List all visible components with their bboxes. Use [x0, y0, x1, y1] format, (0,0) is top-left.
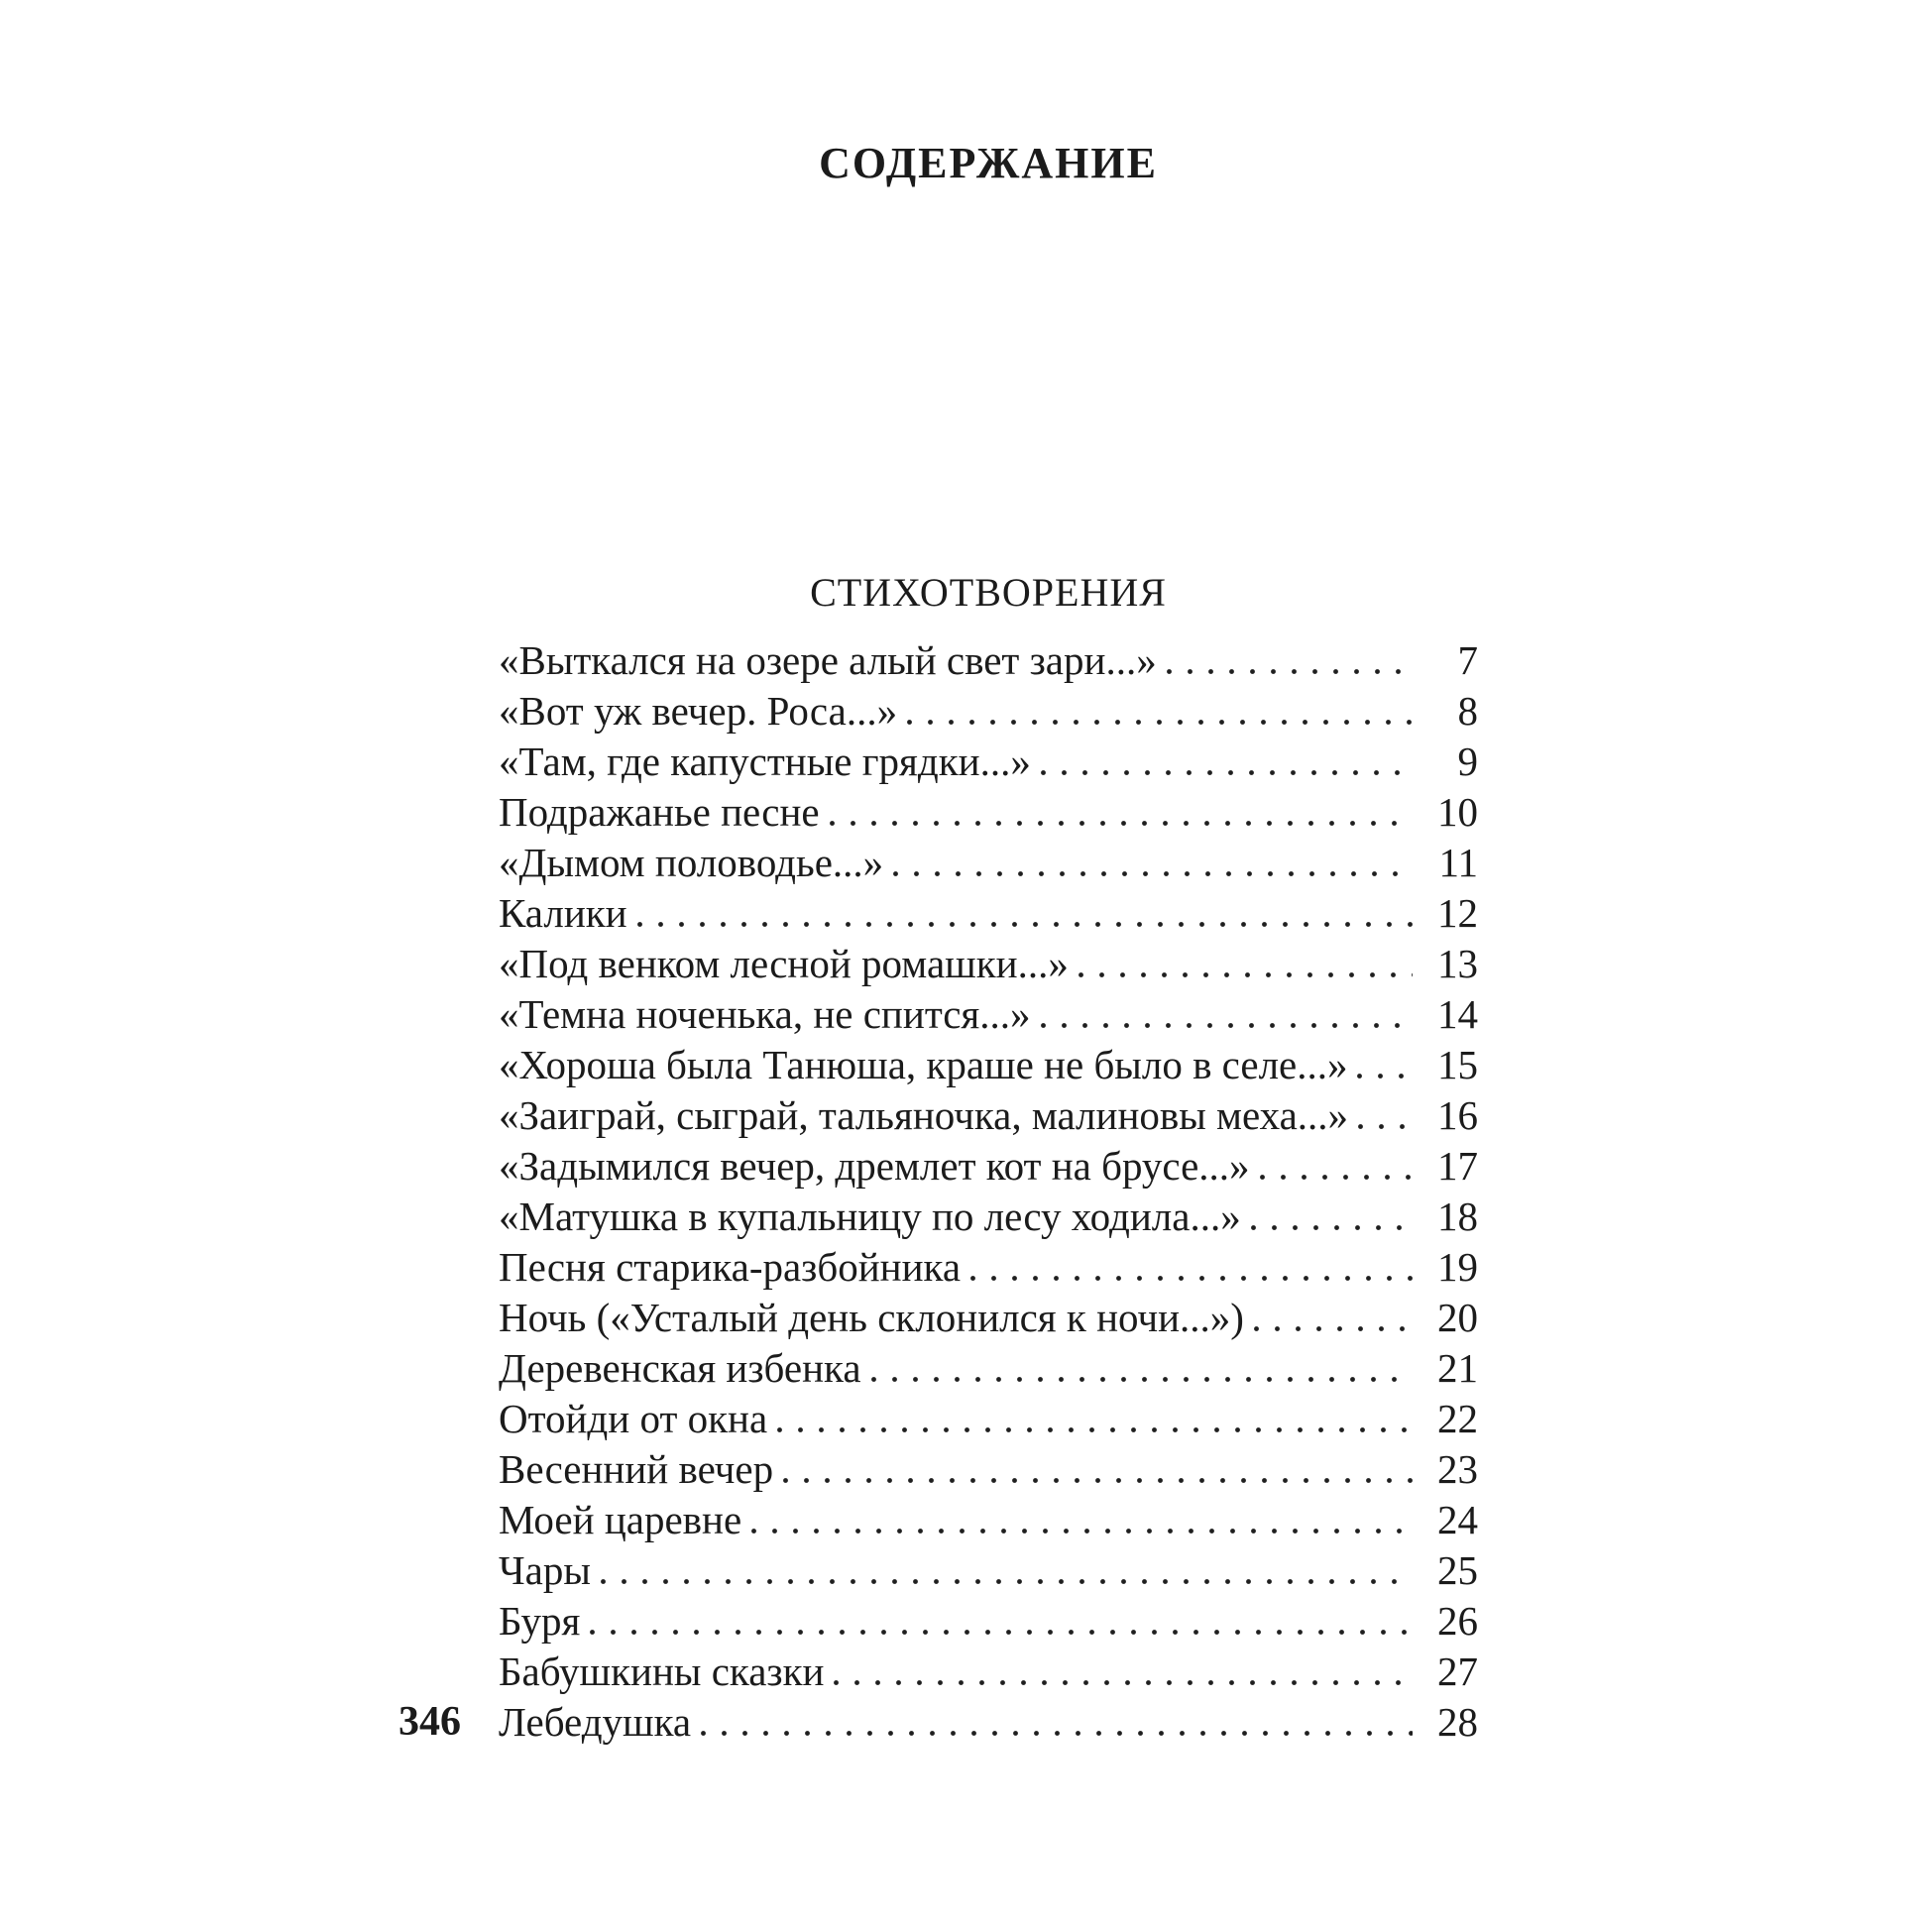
dot-leader: [1358, 1124, 1413, 1129]
toc-entry-page: 9: [1457, 739, 1478, 784]
toc-entry-title: Подражанье песне: [499, 789, 820, 835]
toc-entry: [499, 686, 1478, 737]
toc-entry-page: 13: [1437, 941, 1478, 986]
toc-entry-page: 20: [1437, 1295, 1478, 1340]
toc-entry: [499, 1697, 1478, 1748]
toc-entry-page: 28: [1437, 1699, 1478, 1745]
dot-leader: [1079, 972, 1413, 977]
toc-entry-page: 24: [1437, 1497, 1478, 1542]
dot-leader: [871, 1377, 1413, 1382]
section-heading: СТИХОТВОРЕНИЯ: [810, 570, 1167, 615]
toc-entry: [499, 1343, 1478, 1394]
dot-leader: [701, 1731, 1413, 1736]
toc-entry-title: «Вот уж вечер. Роса...»: [499, 688, 898, 734]
toc-entry: [499, 787, 1478, 838]
toc-entry-page: 23: [1437, 1446, 1478, 1492]
toc-entry: [499, 1242, 1478, 1293]
toc-entry-title: Песня старика-разбойника: [499, 1244, 962, 1290]
dot-leader: [1041, 770, 1413, 775]
dot-leader: [1041, 1023, 1413, 1028]
toc-entry-title: «Выткался на озере алый свет зари...»: [499, 637, 1157, 683]
dot-leader: [1251, 1225, 1413, 1230]
toc-entry-title: «Там, где капустные грядки...»: [499, 739, 1031, 784]
toc-list: [499, 635, 1478, 1748]
toc-entry-page: 14: [1437, 991, 1478, 1037]
dot-leader: [830, 821, 1413, 826]
toc-entry: [499, 1495, 1478, 1545]
dot-leader: [601, 1579, 1413, 1584]
toc-entry: [499, 1647, 1478, 1697]
toc-entry-page: 8: [1457, 688, 1478, 734]
toc-entry-page: 7: [1457, 637, 1478, 683]
toc-entry: [499, 737, 1478, 787]
toc-entry-title: Моей царевне: [499, 1497, 742, 1542]
dot-leader: [1254, 1326, 1413, 1331]
toc-entry-page: 19: [1437, 1244, 1478, 1290]
page-number-folio: 346: [398, 1699, 461, 1745]
dot-leader: [777, 1427, 1413, 1432]
toc-entry: [499, 1090, 1478, 1141]
toc-entry: [499, 1596, 1478, 1647]
toc-entry: [499, 1192, 1478, 1242]
toc-entry-title: «Хороша была Танюша, краше не было в селе...»: [499, 1042, 1348, 1087]
toc-entry-title: Отойди от окна: [499, 1396, 768, 1441]
toc-entry-title: Деревенская избенка: [499, 1345, 861, 1391]
toc-entry-page: 10: [1437, 789, 1478, 835]
dot-leader: [834, 1680, 1413, 1685]
toc-entry-page: 16: [1437, 1092, 1478, 1138]
toc-entry-page: 25: [1437, 1547, 1478, 1593]
toc-entry: [499, 1293, 1478, 1343]
toc-entry-title: Бабушкины сказки: [499, 1648, 825, 1694]
toc-entry-page: 18: [1437, 1193, 1478, 1239]
toc-entry-title: «Заиграй, сыграй, тальяночка, малиновы меха...»: [499, 1092, 1349, 1138]
toc-entry: [499, 635, 1478, 686]
toc-entry-title: «Дымом половодье...»: [499, 840, 884, 885]
toc-entry-title: «Задымился вечер, дремлет кот на брусе...»: [499, 1143, 1250, 1189]
toc-entry: [499, 1394, 1478, 1444]
toc-entry: [499, 939, 1478, 989]
dot-leader: [970, 1276, 1413, 1281]
dot-leader: [637, 922, 1413, 927]
toc-entry-title: Лебедушка: [499, 1699, 692, 1745]
toc-entry-page: 26: [1437, 1598, 1478, 1644]
toc-entry-page: 21: [1437, 1345, 1478, 1391]
toc-entry-title: Буря: [499, 1598, 581, 1644]
toc-entry-title: Чары: [499, 1547, 591, 1593]
dot-leader: [1167, 669, 1413, 674]
toc-entry-page: 17: [1437, 1143, 1478, 1189]
toc-entry: [499, 989, 1478, 1040]
toc-entry-title: «Под венком лесной ромашки...»: [499, 941, 1069, 986]
toc-entry: [499, 838, 1478, 888]
toc-entry-page: 11: [1438, 840, 1478, 885]
dot-leader: [1260, 1175, 1413, 1180]
toc-entry-title: Калики: [499, 890, 627, 936]
dot-leader: [751, 1529, 1413, 1534]
dot-leader: [590, 1630, 1413, 1635]
toc-entry-page: 27: [1437, 1648, 1478, 1694]
dot-leader: [893, 871, 1413, 876]
dot-leader: [783, 1478, 1413, 1483]
dot-leader: [1357, 1074, 1413, 1079]
toc-entry-title: Ночь («Усталый день склонился к ночи...»): [499, 1295, 1244, 1340]
toc-entry: [499, 1545, 1478, 1596]
toc-entry-page: 22: [1437, 1396, 1478, 1441]
toc-entry-page: 15: [1437, 1042, 1478, 1087]
toc-entry: [499, 1040, 1478, 1090]
toc-entry-title: «Темна ноченька, не спится...»: [499, 991, 1031, 1037]
toc-entry-title: «Матушка в купальницу по лесу ходила...»: [499, 1193, 1241, 1239]
toc-entry: [499, 1444, 1478, 1495]
toc-entry-title: Весенний вечер: [499, 1446, 774, 1492]
toc-entry: [499, 888, 1478, 939]
page-title: СОДЕРЖАНИЕ: [819, 139, 1158, 187]
dot-leader: [907, 720, 1413, 725]
toc-entry: [499, 1141, 1478, 1192]
toc-entry-page: 12: [1437, 890, 1478, 936]
